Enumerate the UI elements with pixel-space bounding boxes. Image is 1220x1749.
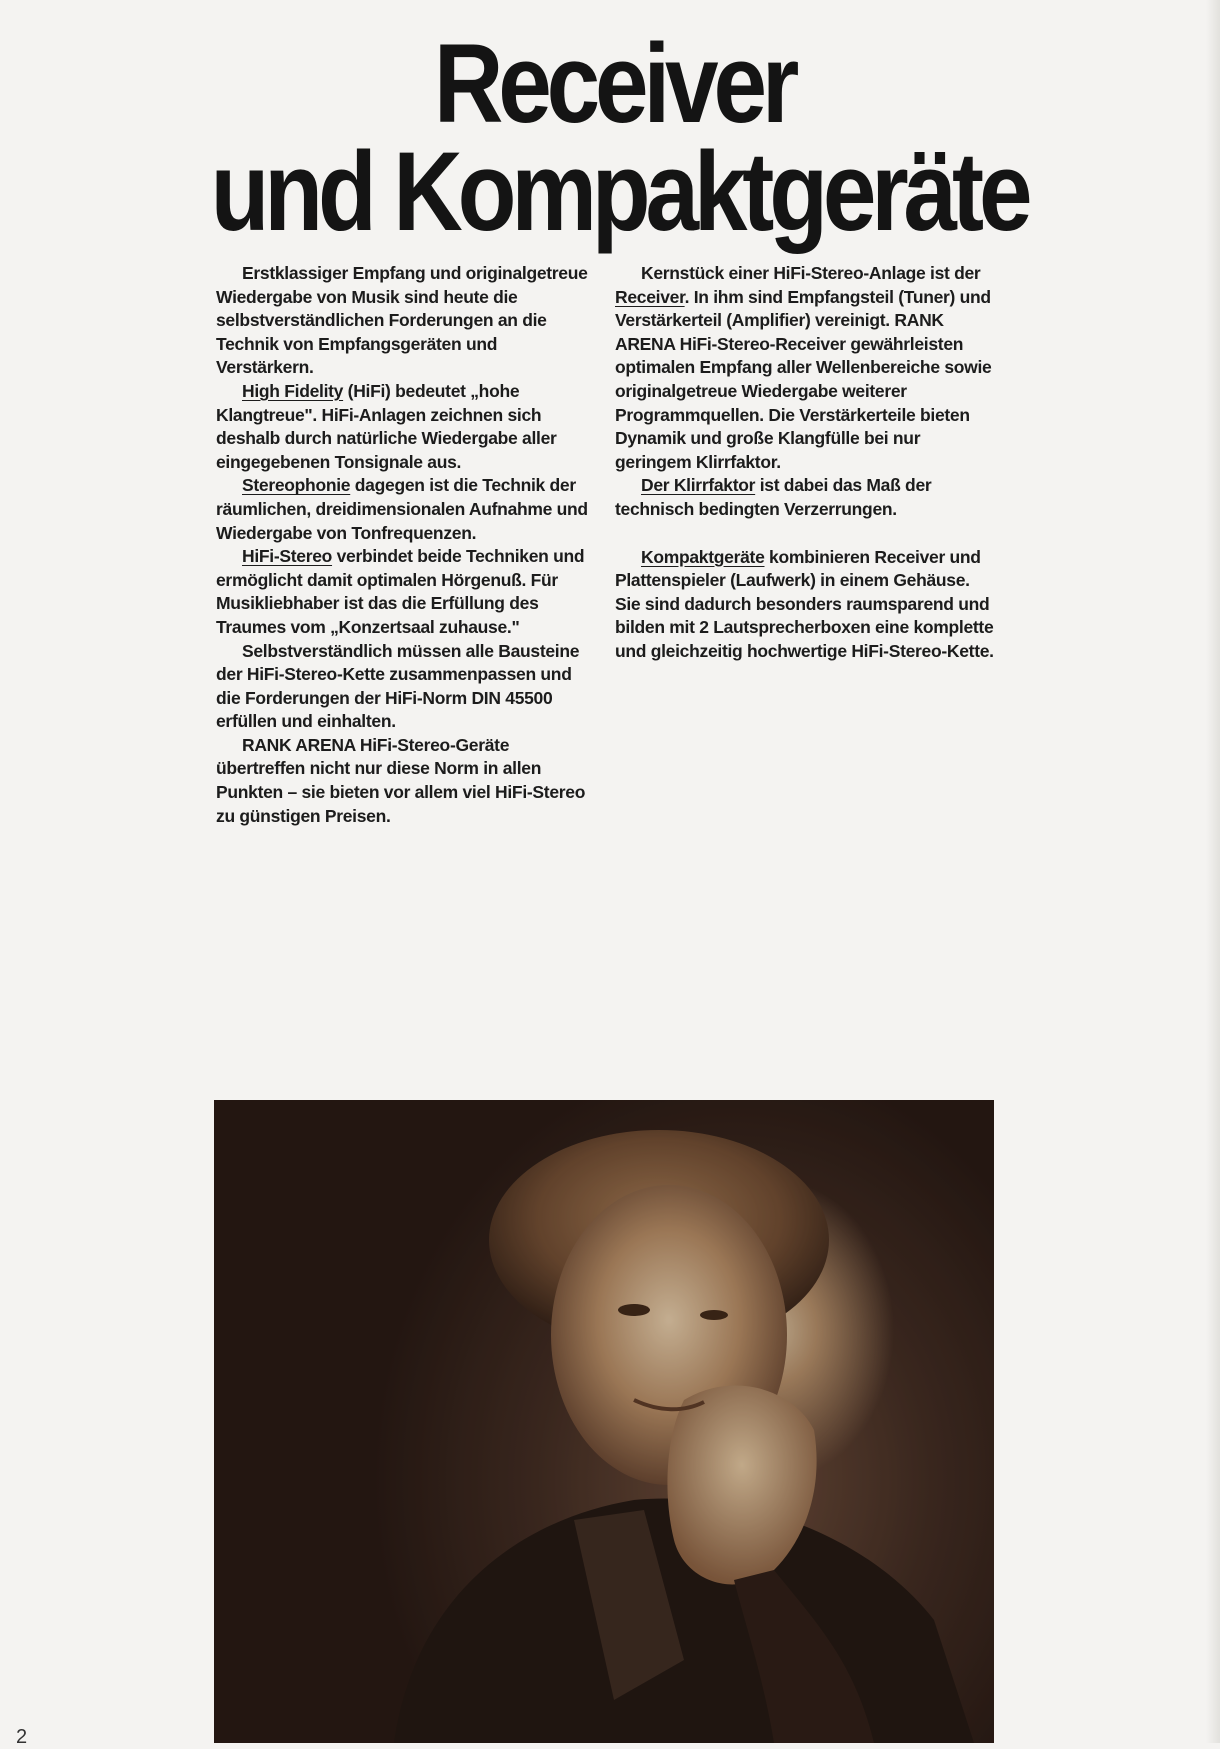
portrait-photo: [214, 1100, 994, 1743]
high-fidelity-paragraph: [216, 380, 596, 474]
hifi-stereo-term: HiFi-Stereo: [242, 546, 333, 567]
kompaktgeraete-term: Kompaktgeräte: [641, 546, 765, 567]
klirrfaktor-term: Der Klirrfaktor: [641, 475, 756, 496]
kompaktgeraete-paragraph: [615, 546, 995, 664]
stereophonie-paragraph: [216, 474, 596, 545]
intro-paragraph: Erstklassiger Empfang und originalgetreue Wiedergabe von Musik sind heute die selbstverständlichen Forderungen an die Technik von Empfangsgeräten und Verstärkern.: [216, 263, 588, 378]
kompaktgeraete-text: kombinieren Receiver und Plattenspieler (Laufwerk) in einem Gehäuse. Sie sind dadurch besonders raumsparend und bilden mit 2 Lautsprecherboxen eine komplette und gleichzeitig hochwertige HiFi-Stereo-Kette.: [615, 546, 994, 661]
high-fidelity-term: High Fidelity: [242, 380, 344, 401]
high-fidelity-text: (HiFi) bedeutet „hohe Klangtreue". HiFi-Anlagen zeichnen sich deshalb durch natürliche Wiedergabe aller eingegebenen Tonsignale aus.: [216, 380, 557, 472]
din-norm-paragraph: Selbstverständlich müssen alle Bausteine der HiFi-Stereo-Kette zusammenpassen und die Forderungen der HiFi-Norm DIN 45500 erfüllen und einhalten.: [216, 640, 580, 732]
left-text-column: [216, 262, 596, 828]
page-number: 2: [16, 1726, 28, 1748]
receiver-intro: Kernstück einer HiFi-Stereo-Anlage ist der: [641, 263, 981, 283]
page-title-line-2: und Kompaktgeräte: [210, 129, 1028, 254]
photo-tint: [214, 1100, 994, 1743]
page-title-line-1: Receiver: [433, 21, 795, 146]
stereophonie-text: dagegen ist die Technik der räumlichen, dreidimensionalen Aufnahme und Wiedergabe von Tonfrequenzen.: [216, 475, 588, 543]
hifi-stereo-text: verbindet beide Techniken und ermöglicht damit optimalen Hörgenuß. Für Musikliebhaber ist das die Erfüllung des Traumes vom „Konzertsaal zuhause.": [216, 546, 585, 637]
rank-arena-paragraph: RANK ARENA HiFi-Stereo-Geräte übertreffen nicht nur diese Norm in allen Punkten – sie bieten vor allem viel HiFi-Stereo zu günstigen Preisen.: [216, 734, 586, 826]
stereophonie-term: Stereophonie: [242, 475, 351, 496]
receiver-term: Receiver: [615, 286, 685, 307]
hifi-stereo-paragraph: [216, 545, 596, 639]
page-edge: [1206, 0, 1220, 1743]
klirrfaktor-paragraph: [615, 474, 995, 521]
receiver-paragraph: [615, 262, 995, 474]
right-text-column: [615, 262, 995, 664]
klirrfaktor-text: ist dabei das Maß der technisch bedingten Verzerrungen.: [615, 475, 932, 519]
receiver-text: . In ihm sind Empfangsteil (Tuner) und Verstärkerteil (Amplifier) vereinigt. RANK ARENA HiFi-Stereo-Receiver gewährleisten optimalen Empfang aller Wellenbereiche sowie originalgetreue Wiedergabe weiterer Programmquellen. Die Verstärkerteile bieten Dynamik und große Klangfülle bei nur geringem Klirrfaktor.: [615, 286, 992, 472]
portrait-illustration: [214, 1100, 994, 1743]
